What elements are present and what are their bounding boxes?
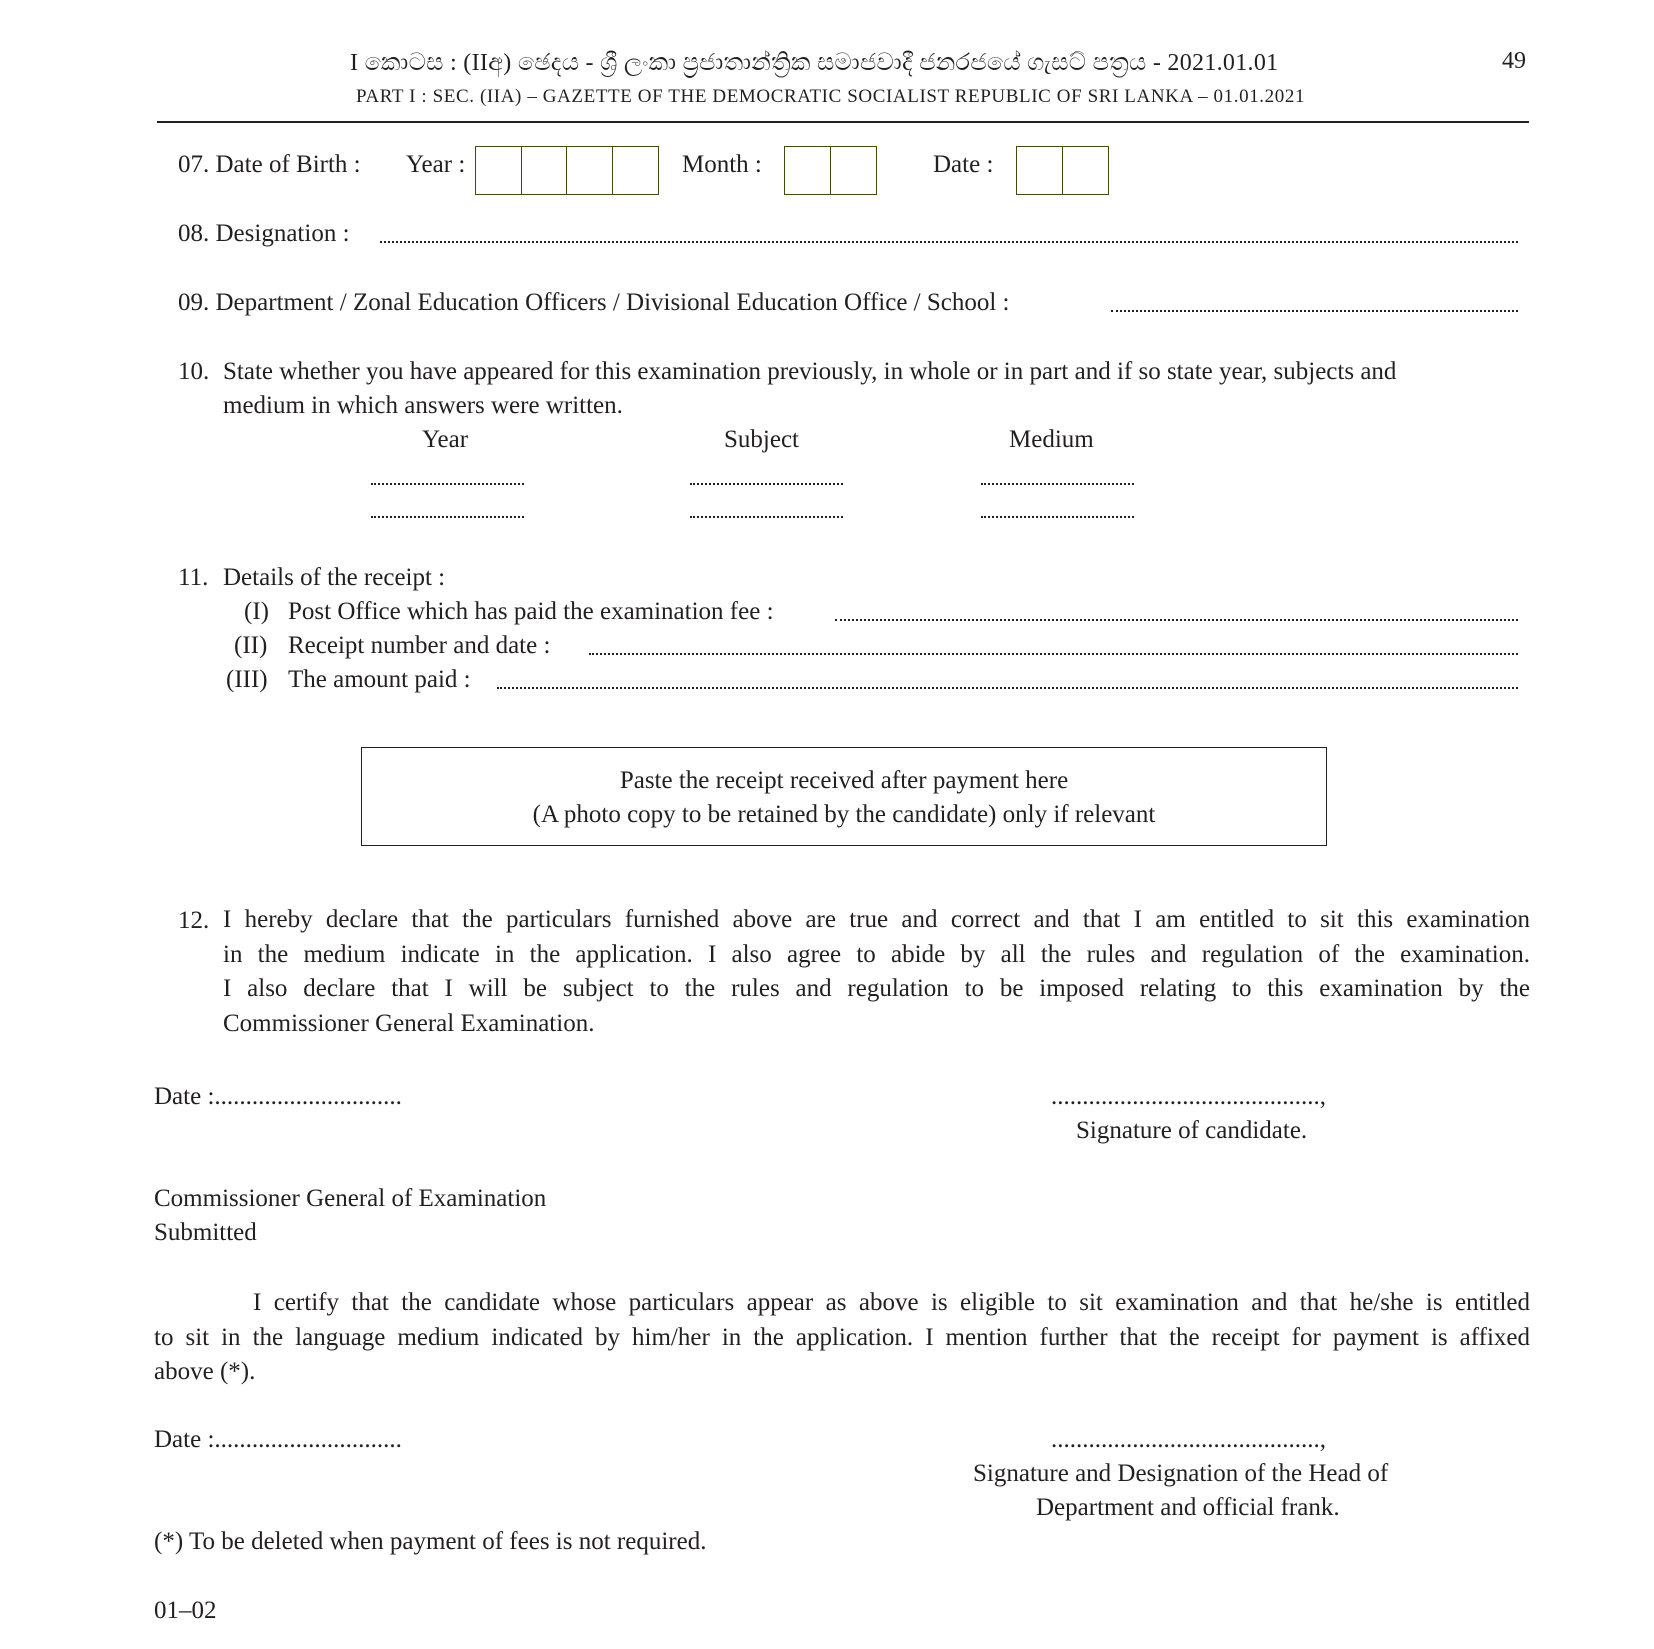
head-date-field[interactable]: Date :..............................	[154, 1426, 402, 1453]
q10-number: 10.	[178, 358, 210, 385]
declaration-line-2: in the medium indicate in the application. I also agree to abide by all the rules and regulation of the examination.	[223, 940, 1530, 968]
certification-line-1: I certify that the candidate whose particulars appear as above is eligible to sit examination and that he/she is entitled	[253, 1289, 1530, 1316]
certification-line-3: above (*).	[154, 1358, 256, 1385]
dob-year-boxes[interactable]	[475, 146, 659, 195]
q12-number: 12.	[178, 907, 210, 934]
declaration-line-1: I hereby declare that the particulars furnished above are true and correct and that I am entitled to sit this examination	[223, 906, 1530, 933]
declaration-line-4: Commissioner General Examination.	[223, 1009, 595, 1037]
dob-month-boxes[interactable]	[784, 146, 877, 195]
q10-text-line-1: State whether you have appeared for this examination previously, in whole or in part and if so state year, subjects and	[223, 358, 1397, 385]
candidate-signature-line[interactable]: ...........................................,	[1051, 1083, 1326, 1110]
column-header-year: Year	[422, 426, 469, 453]
post-office-fill-line[interactable]	[835, 619, 1518, 621]
prev-subject-field-1[interactable]	[690, 483, 843, 485]
designation-fill-line[interactable]	[380, 241, 1518, 243]
certification-paragraph	[154, 1286, 1530, 1390]
addressee-line-2: Submitted	[154, 1219, 257, 1246]
receipt-item-label: The amount paid :	[288, 666, 471, 693]
head-signature-label-2: Department and official frank.	[1036, 1494, 1340, 1521]
dob-date-label: Date :	[933, 151, 994, 178]
department-fill-line[interactable]	[1111, 310, 1518, 312]
footer-code: 01–02	[154, 1597, 217, 1624]
prev-year-field-1[interactable]	[371, 483, 524, 485]
receipt-item-label: Receipt number and date :	[288, 632, 551, 659]
dob-label: 07. Date of Birth :	[178, 151, 361, 178]
header-rule	[157, 121, 1529, 123]
column-header-medium: Medium	[1009, 426, 1094, 453]
q11-number: 11.	[178, 564, 209, 591]
prev-year-field-2[interactable]	[371, 516, 524, 518]
q11-title: Details of the receipt :	[223, 564, 446, 591]
prev-medium-field-2[interactable]	[981, 516, 1134, 518]
prev-medium-field-1[interactable]	[981, 483, 1134, 485]
paste-box-line-1: Paste the receipt received after payment here	[619, 767, 1069, 794]
head-signature-label-1: Signature and Designation of the Head of	[973, 1460, 1389, 1487]
addressee-line-1: Commissioner General of Examination	[154, 1185, 547, 1212]
declaration-paragraph	[223, 903, 1530, 1041]
receipt-number-fill-line[interactable]	[589, 653, 1518, 655]
candidate-signature-label: Signature of candidate.	[1076, 1117, 1308, 1144]
dob-date-boxes[interactable]	[1016, 146, 1109, 195]
receipt-item-num: (III)	[226, 666, 268, 693]
dob-year-label: Year :	[406, 151, 466, 178]
receipt-item-num: (II)	[234, 632, 268, 659]
candidate-date-field[interactable]: Date :..............................	[154, 1083, 402, 1110]
receipt-item-num: (I)	[244, 598, 269, 625]
receipt-paste-box[interactable]	[361, 747, 1327, 846]
amount-paid-fill-line[interactable]	[497, 687, 1518, 689]
page-number: 49	[1502, 48, 1526, 74]
column-header-subject: Subject	[724, 426, 799, 453]
declaration-line-3: I also declare that I will be subject to the rules and regulation to be imposed relating to this examination by the	[223, 975, 1530, 1002]
gazette-header-sinhala: I කොටස : (IIඅ) ඡෙදය - ශ්‍රී ලංකා ප්‍රජාතාන්ත්‍රික සමාජවාදී ජනරජයේ ගැසට් පත්‍රය - 2021.01.01	[350, 50, 1279, 76]
head-signature-line[interactable]: ...........................................,	[1051, 1426, 1326, 1453]
receipt-item-label: Post Office which has paid the examination fee :	[288, 598, 774, 625]
dob-month-label: Month :	[682, 151, 762, 178]
prev-subject-field-2[interactable]	[690, 516, 843, 518]
paste-box-line-2: (A photo copy to be retained by the candidate) only if relevant	[532, 801, 1156, 828]
gazette-header-english: PART I : SEC. (IIA) – GAZETTE OF THE DEMOCRATIC SOCIALIST REPUBLIC OF SRI LANKA – 01.01.2021	[356, 86, 1306, 107]
certification-line-2: to sit in the language medium indicated by him/her in the application. I mention further that the receipt for payment is affixed	[154, 1323, 1530, 1351]
department-label: 09. Department / Zonal Education Officers / Divisional Education Office / School :	[178, 289, 1010, 316]
footnote: (*) To be deleted when payment of fees is not required.	[154, 1528, 707, 1555]
q10-text-line-2: medium in which answers were written.	[223, 392, 623, 419]
designation-label: 08. Designation :	[178, 220, 350, 247]
